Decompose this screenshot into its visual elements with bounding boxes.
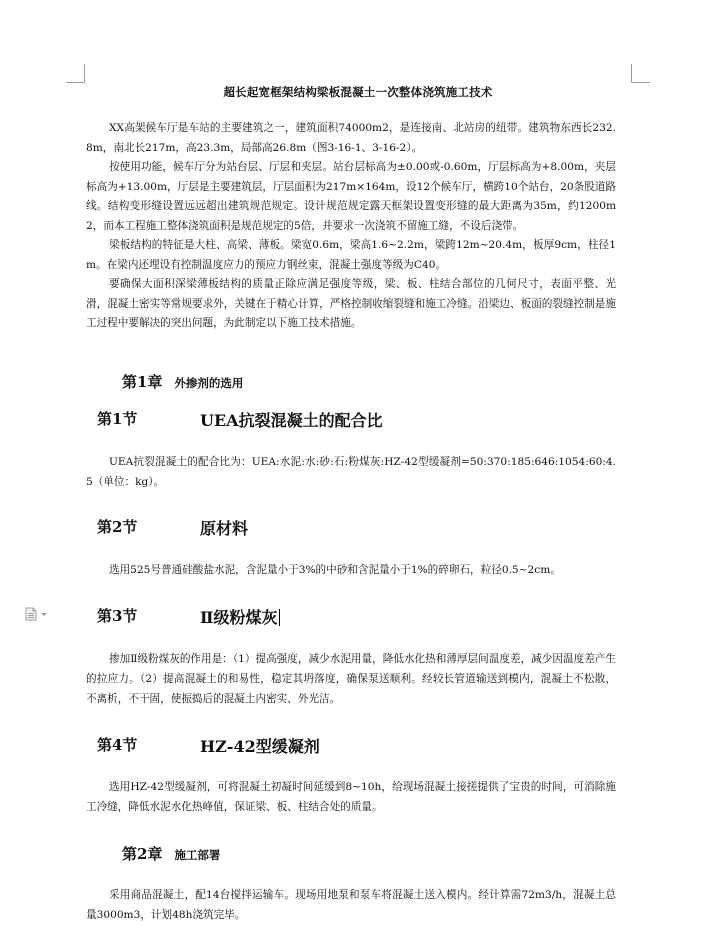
chapter-1-heading bbox=[122, 371, 243, 392]
paragraph-menu-icon[interactable] bbox=[24, 606, 52, 620]
section-4-heading bbox=[97, 734, 320, 756]
section-name: 原材料 bbox=[200, 519, 249, 538]
section-1-heading bbox=[97, 408, 383, 430]
margin-corner-top-left bbox=[66, 64, 85, 83]
section-number: 第1节 bbox=[97, 410, 138, 428]
section-4-body: 选用HZ-42型缓凝剂，可将混凝土初凝时间延缓到8~10h，给现场混凝土接搓提供了宝贵的时间，可消除施工冷缝，降低水泥水化热峰值，保证梁、板、柱结合处的质量。 bbox=[86, 781, 616, 813]
section-3-heading[interactable] bbox=[97, 605, 278, 627]
intro-paragraph-2: 按使用功能，候车厅分为站台层、厅层和夹层。站台层标高为±0.00或-0.60m，厅层标高为+8.00m，夹层标高为+13.00m，厅层是主要建筑层，厅层面积为217m×164m，设12个候车厅，横跨10个站台，20条股道路线。结构变形缝设置远远超出建筑规范规定。设计规范规定露天框架设置变形缝的最大距离为35m，约1200m2，而本工程施工整体浇筑面积是规范规定的5倍，并要求一次浇筑不留施工缝，不设后浇带。 bbox=[86, 161, 616, 232]
intro-paragraph-3: 梁板结构的特征是大柱、高梁、薄板。梁宽0.6m，梁高1.6~2.2m，梁跨12m~20.4m，板厚9cm，柱径1m。在梁内还埋设有控制温度应力的预应力钢丝束，混凝土强度等级为C40。 bbox=[86, 239, 616, 271]
text-cursor bbox=[279, 609, 280, 626]
section-name: UEA抗裂混凝土的配合比 bbox=[200, 411, 383, 430]
section-2-heading bbox=[97, 516, 249, 538]
section-number: 第2节 bbox=[97, 518, 138, 536]
section-name: Ⅱ级粉煤灰 bbox=[200, 608, 278, 627]
section-name: HZ-42型缓凝剂 bbox=[200, 737, 320, 756]
chapter-name: 施工部署 bbox=[174, 848, 221, 862]
chapter-number: 第2章 bbox=[122, 845, 163, 863]
margin-corner-top-right bbox=[631, 64, 650, 83]
section-3-body: 掺加Ⅱ级粉煤灰的作用是：（1）提高强度，减少水泥用量，降低水化热和薄厚层间温度差，减少因温度差产生的拉应力。（2）提高混凝土的和易性，稳定其坍落度，确保泵送顺利。经较长管道输送到模内，混凝土不松散，不离析，不干固，使振捣后的混凝土内密实、外光洁。 bbox=[86, 653, 616, 705]
chapter-name: 外掺剂的选用 bbox=[174, 376, 244, 390]
section-number: 第3节 bbox=[97, 607, 138, 625]
chapter-2-body: 采用商品混凝土，配14台搅拌运输车。现场用地泵和泵车将混凝土送入模内。经计算需72m3/h，混凝土总量3000m3，计划48h浇筑完毕。 bbox=[86, 889, 616, 921]
section-number: 第4节 bbox=[97, 736, 138, 754]
section-2-body: 选用525号普通硅酸盐水泥，含泥量小于3%的中砂和含泥量小于1%的碎卵石，粒径0.5~2cm。 bbox=[109, 564, 561, 576]
section-1-body: UEA抗裂混凝土的配合比为：UEA:水泥:水:砂:石:粉煤灰:HZ-42型缓凝剂=50:370:185:646:1054:60:4.5（单位：kg）。 bbox=[86, 456, 616, 488]
document-title: 超长起宽框架结构梁板混凝土一次整体浇筑施工技术 bbox=[223, 85, 493, 99]
section-name-editing[interactable] bbox=[200, 605, 280, 628]
chapter-number: 第1章 bbox=[122, 373, 163, 391]
intro-paragraph-1: XX高架候车厅是车站的主要建筑之一，建筑面积74000m2，是连接南、北站房的纽带。建筑物东西长232.8m，南北长217m，高23.3m，局部高26.8m（图3-16-1、3-16-2）。 bbox=[86, 122, 616, 154]
chapter-2-heading bbox=[122, 843, 220, 864]
intro-paragraph-4: 要确保大面积深梁薄板结构的质量正除应满足强度等级，梁、板、柱结合部位的几何尺寸，表面平整、光滑，混凝土密实等常规要求外，关键在于精心计算，严格控制收缩裂缝和施工冷缝。沿梁边、板面的裂缝控制是施工过程中要解决的突出问题，为此制定以下施工技术措施。 bbox=[86, 278, 616, 330]
